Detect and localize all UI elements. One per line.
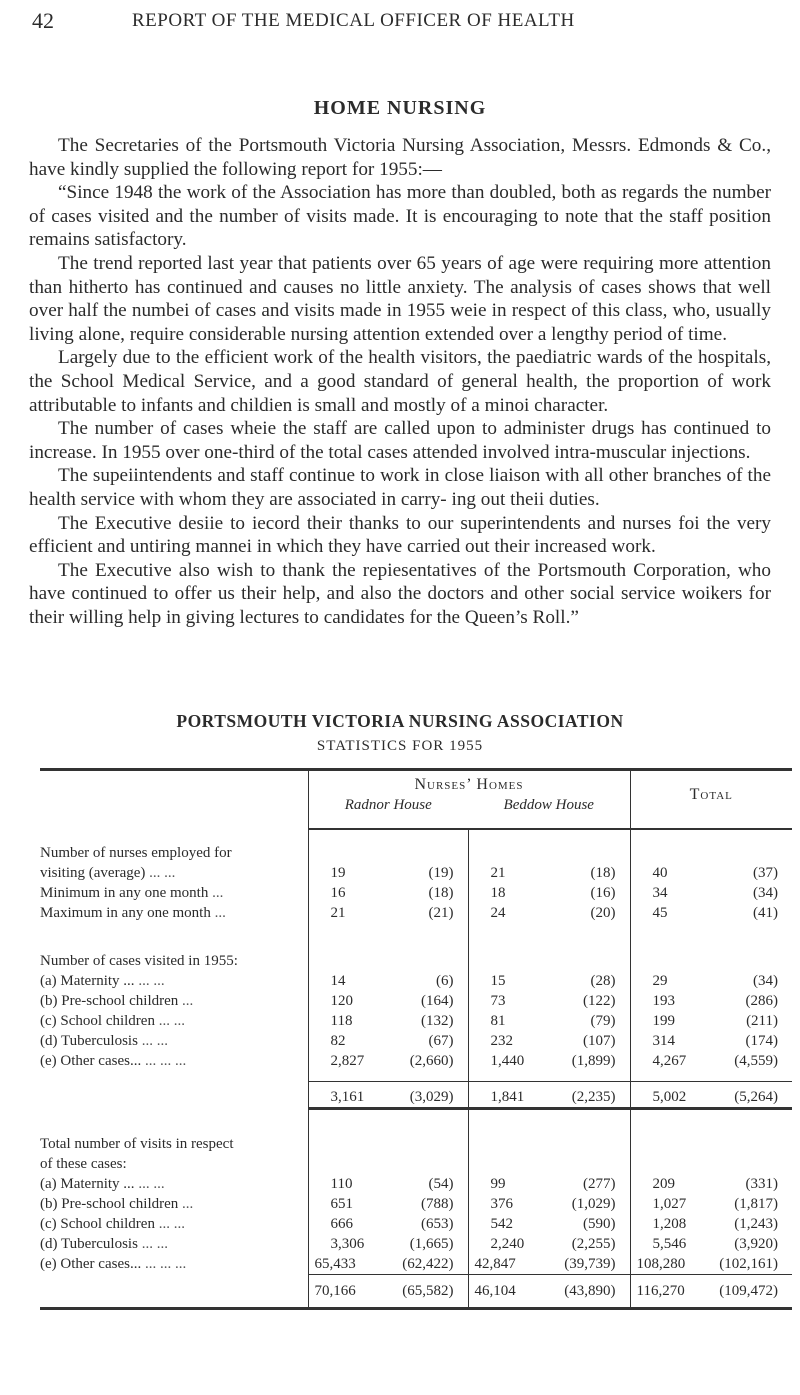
leader-dots: ... — [182, 1196, 194, 1212]
total-value: 108,280 — [636, 1256, 686, 1272]
row-label: (c) School children — [40, 1216, 155, 1232]
total-prev: (34) — [753, 885, 778, 901]
radnor-prev: (6) — [436, 973, 454, 989]
paragraph: The Executive also wish to thank the repiesentatives of the Portsmouth Corporation, who have continued to offer us their help, and also the doctors and other social service woikers for their willing help in giving lectures to candidates for the Queen’s Roll.” — [29, 559, 771, 628]
total-value: 193 — [652, 993, 675, 1009]
beddow-prev: (20) — [590, 905, 616, 921]
grand-total-prev: (5,264) — [734, 1088, 778, 1105]
beddow-value: 73 — [490, 993, 506, 1009]
table-row — [40, 991, 792, 1011]
total-value: 4,267 — [652, 1053, 687, 1069]
total-value: 29 — [652, 973, 668, 989]
running-header — [32, 8, 760, 36]
beddow-total-prev: (43,890) — [564, 1283, 616, 1299]
total-value: 34 — [652, 885, 668, 901]
leader-dots: ... — [182, 993, 194, 1009]
beddow-prev: (1,029) — [571, 1196, 616, 1212]
header-group-label: Nurses’ Homes — [414, 776, 524, 793]
total-prev: (286) — [745, 993, 778, 1009]
paragraph: The trend reported last year that patients over 65 years of age were requiring more attention than hitherto has continued and causes no little anxiety. The analysis of cases shows that well over half the numbei of cases and visits made in 1955 weie in respect of this class, who, usually living alone, require considerable nursing attention extended over a lengthy period of time. — [29, 252, 771, 345]
radnor-value: 110 — [330, 1176, 353, 1192]
paragraph: The supeiintendents and staff continue to work in close liaison with all other branches of the health service with whom they are associated in carry- ing out theii duties. — [29, 465, 771, 510]
total-prev: (34) — [753, 973, 778, 989]
total-prev: (211) — [746, 1013, 778, 1029]
beddow-value: 18 — [490, 885, 506, 901]
col-total-header — [630, 770, 792, 830]
section-title: HOME NURSING — [313, 97, 487, 119]
total-prev: (4,559) — [734, 1053, 778, 1069]
table-row — [40, 903, 792, 923]
radnor-value: 651 — [330, 1196, 353, 1212]
cases-total-row — [40, 1081, 792, 1108]
total-prev: (174) — [745, 1033, 778, 1049]
row-label: (a) Maternity ... — [40, 1176, 135, 1192]
total-value: 40 — [652, 865, 668, 881]
page-number: 42 — [32, 8, 54, 33]
radnor-prev: (164) — [421, 993, 454, 1009]
radnor-prev: (18) — [428, 885, 454, 901]
row-label: (c) School children — [40, 1013, 155, 1029]
total-value: 1,027 — [652, 1196, 687, 1212]
nurses-homes-header — [308, 770, 630, 830]
grand-total: 5,002 — [652, 1088, 687, 1105]
radnor-value: 19 — [330, 865, 346, 881]
radnor-prev: (54) — [428, 1176, 454, 1192]
beddow-prev: (18) — [590, 865, 616, 881]
radnor-value: 3,306 — [330, 1236, 365, 1252]
header-blank — [40, 770, 308, 830]
total-prev: (1,817) — [734, 1196, 778, 1212]
paragraph: Largely due to the efficient work of the health visitors, the paediatric wards of the hospitals, the School Medical Service, and a good standard of general health, the proportion of work attributable to infants and childien is small and mostly of a minoi character. — [29, 347, 771, 416]
radnor-value: 65,433 — [314, 1256, 356, 1272]
grand-total: 116,270 — [636, 1283, 685, 1299]
paragraph: The Secretaries of the Portsmouth Victoria Nursing Association, Messrs. Edmonds & Co., have kindly supplied the following report for 1955:— — [29, 135, 771, 180]
leader-dots: ... ... — [138, 1176, 165, 1192]
radnor-value: 16 — [330, 885, 346, 901]
statistics-title: STATISTICS FOR 1955 — [316, 738, 484, 754]
row-label: Minimum in any one month — [40, 885, 209, 901]
total-label: Total — [689, 786, 733, 803]
beddow-value: 15 — [490, 973, 506, 989]
radnor-prev: (788) — [421, 1196, 454, 1212]
beddow-prev: (277) — [583, 1176, 616, 1192]
table-row — [40, 1011, 792, 1031]
staff-label: Number of nurses employed for — [40, 845, 232, 861]
beddow-prev: (16) — [590, 885, 616, 901]
report-body — [29, 134, 771, 629]
table-row — [40, 1194, 792, 1214]
radnor-prev: (653) — [421, 1216, 454, 1232]
total-prev: (331) — [745, 1176, 778, 1192]
row-label: (e) Other cases... — [40, 1256, 142, 1272]
radnor-value: 118 — [330, 1013, 353, 1029]
beddow-total: 1,841 — [490, 1088, 525, 1105]
total-value: 209 — [652, 1176, 675, 1192]
total-value: 1,208 — [652, 1216, 687, 1232]
leader-dots: ... ... — [158, 1216, 185, 1232]
beddow-value: 99 — [490, 1176, 506, 1192]
beddow-value: 21 — [490, 865, 506, 881]
paragraph: “Since 1948 the work of the Association has more than doubled, both as regards the number of cases visited and the number of visits made. It is encouraging to note that the staff position remains satisfactory. — [29, 182, 771, 251]
radnor-value: 21 — [330, 905, 346, 921]
total-value: 5,546 — [652, 1236, 687, 1252]
beddow-value: 2,240 — [490, 1236, 525, 1252]
table-row — [40, 843, 792, 863]
beddow-prev: (39,739) — [564, 1256, 616, 1272]
radnor-total: 70,166 — [314, 1283, 356, 1299]
table-row — [40, 951, 792, 971]
row-label: Maximum in any one month — [40, 905, 211, 921]
leader-dots: ... ... — [138, 973, 165, 989]
cases-section-label: Number of cases visited in 1955: — [40, 953, 238, 969]
table-row — [40, 1154, 792, 1174]
radnor-total: 3,161 — [330, 1088, 365, 1105]
beddow-prev: (107) — [583, 1033, 616, 1049]
beddow-value: 81 — [490, 1013, 506, 1029]
total-value: 199 — [652, 1013, 675, 1029]
statistics-table — [40, 768, 792, 1310]
radnor-value: 120 — [330, 993, 353, 1009]
row-label: (b) Pre-school children — [40, 993, 179, 1009]
beddow-prev: (2,255) — [571, 1236, 616, 1252]
row-label: (e) Other cases... — [40, 1053, 142, 1069]
table-row — [40, 971, 792, 991]
beddow-total: 46,104 — [474, 1283, 516, 1299]
total-prev: (102,161) — [719, 1256, 778, 1272]
row-label: (a) Maternity ... — [40, 973, 135, 989]
radnor-prev: (2,660) — [409, 1053, 454, 1069]
paragraph: The number of cases wheie the staff are called upon to administer drugs has continued to increase. In 1955 over one-third of the total cases attended involved intra-muscular injections. — [29, 418, 771, 463]
leader-dots: ... ... — [141, 1236, 168, 1252]
row-label: (d) Tuberculosis — [40, 1236, 138, 1252]
radnor-prev: (67) — [428, 1033, 454, 1049]
beddow-value: 376 — [490, 1196, 513, 1212]
leader-dots: ... — [212, 885, 224, 901]
leader-dots: ... ... ... — [144, 1256, 187, 1272]
total-prev: (3,920) — [734, 1236, 778, 1252]
radnor-value: 14 — [330, 973, 346, 989]
radnor-total-prev: (3,029) — [409, 1088, 454, 1105]
radnor-prev: (19) — [428, 865, 454, 881]
beddow-prev: (590) — [583, 1216, 616, 1232]
leader-dots: ... — [214, 905, 226, 921]
radnor-value: 82 — [330, 1033, 346, 1049]
total-value: 314 — [652, 1033, 675, 1049]
radnor-prev: (21) — [428, 905, 454, 921]
visits-section-label-cont: of these cases: — [40, 1156, 127, 1172]
radnor-total-prev: (65,582) — [402, 1283, 454, 1299]
leader-dots: ... ... — [149, 865, 176, 881]
running-title: REPORT OF THE MEDICAL OFFICER OF HEALTH — [132, 10, 575, 31]
paragraph: The Executive desiie to iecord their thanks to our superintendents and nurses foi the very efficient and untiring mannei in which they have carried out their increased work. — [29, 512, 771, 558]
total-prev: (1,243) — [734, 1216, 778, 1232]
table-row — [40, 1051, 792, 1071]
radnor-value: 666 — [330, 1216, 353, 1232]
grand-total-prev: (109,472) — [719, 1283, 778, 1299]
total-prev: (41) — [753, 905, 778, 921]
beddow-prev: (28) — [590, 973, 616, 989]
table-header-row — [40, 770, 792, 830]
table-row — [40, 1031, 792, 1051]
total-value: 45 — [652, 905, 668, 921]
row-label: (b) Pre-school children — [40, 1196, 179, 1212]
radnor-prev: (1,665) — [409, 1236, 454, 1252]
beddow-value: 1,440 — [490, 1053, 525, 1069]
radnor-value: 2,827 — [330, 1053, 365, 1069]
table-row — [40, 1254, 792, 1275]
beddow-prev: (122) — [583, 993, 616, 1009]
beddow-value: 232 — [490, 1033, 513, 1049]
association-title: PORTSMOUTH VICTORIA NURSING ASSOCIATION — [176, 711, 624, 731]
beddow-value: 42,847 — [474, 1256, 516, 1272]
radnor-prev: (62,422) — [402, 1256, 454, 1272]
row-label: (d) Tuberculosis — [40, 1033, 138, 1049]
leader-dots: ... ... ... — [144, 1053, 187, 1069]
table-row — [40, 863, 792, 883]
visits-total-row — [40, 1275, 792, 1309]
table-row — [40, 1174, 792, 1194]
beddow-value: 24 — [490, 905, 506, 921]
beddow-value: 542 — [490, 1216, 513, 1232]
total-prev: (37) — [753, 865, 778, 881]
beddow-prev: (79) — [590, 1013, 616, 1029]
visits-section-label: Total number of visits in respect — [40, 1136, 234, 1152]
radnor-prev: (132) — [421, 1013, 454, 1029]
beddow-prev: (1,899) — [571, 1053, 616, 1069]
col-radnor-header: Radnor House — [344, 797, 432, 813]
col-beddow-header: Beddow House — [503, 797, 594, 813]
beddow-total-prev: (2,235) — [571, 1088, 616, 1105]
table-row — [40, 1234, 792, 1254]
row-label: visiting (average) — [40, 865, 146, 881]
table-row — [40, 1134, 792, 1154]
leader-dots: ... ... — [158, 1013, 185, 1029]
leader-dots: ... ... — [141, 1033, 168, 1049]
table-row — [40, 1214, 792, 1234]
table-row — [40, 883, 792, 903]
